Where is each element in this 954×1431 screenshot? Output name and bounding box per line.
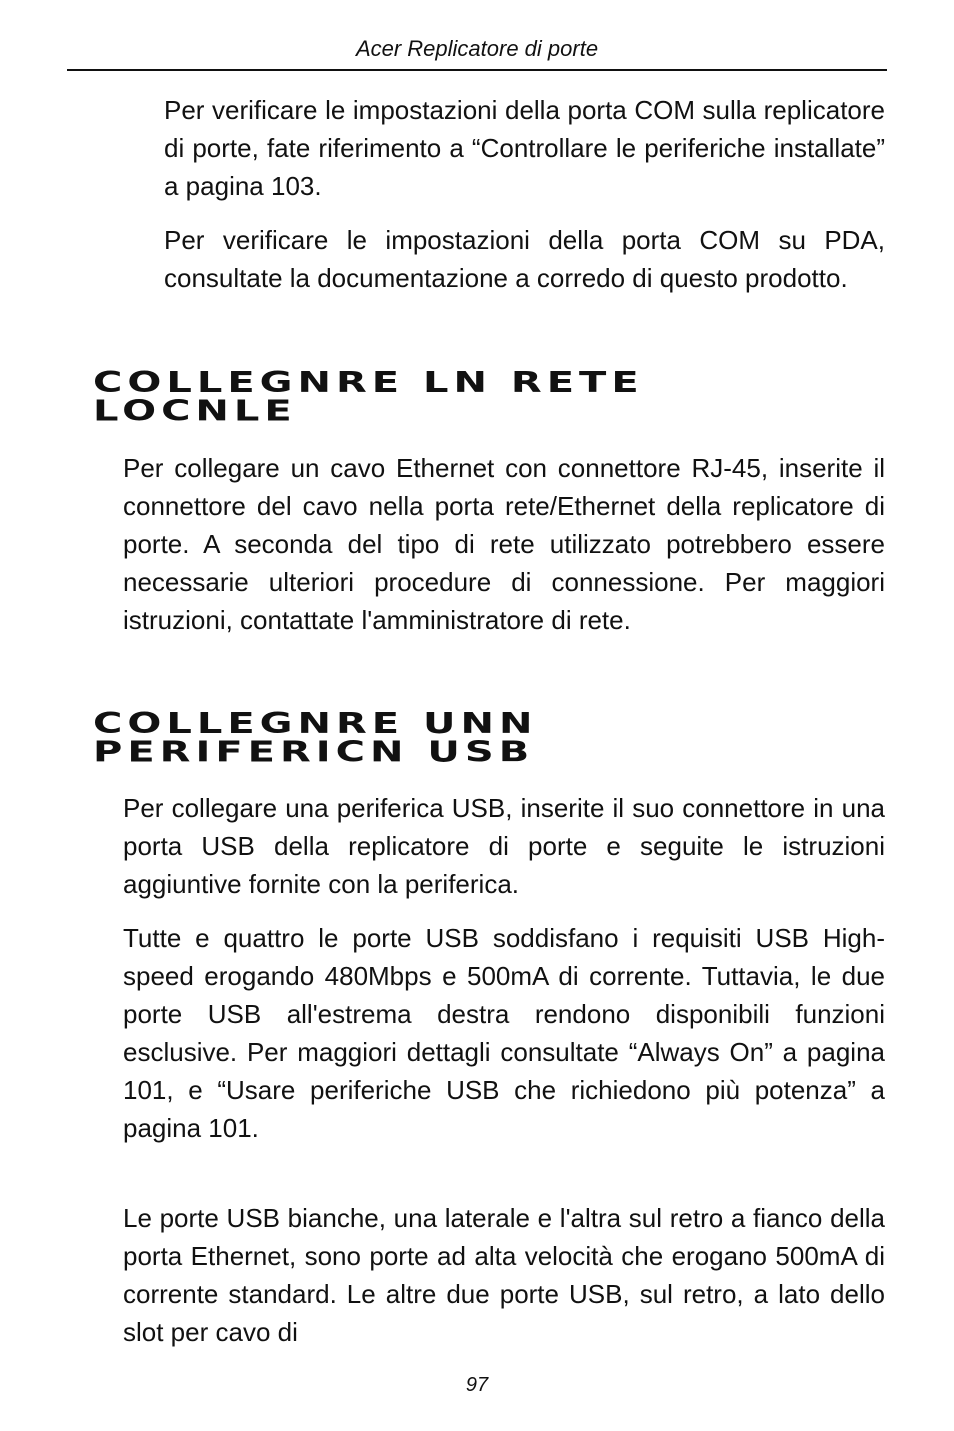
usb-paragraph-connect: Per collegare una periferica USB, inserite il suo connettore in una porta USB della replicatore di porte e seguite le istruzioni aggiuntive fornite con la periferica. xyxy=(123,793,885,899)
section-title-usb: COLLEGNRE UNN PERIFERICN USB xyxy=(93,706,538,769)
lan-paragraph: Per collegare un cavo Ethernet con connettore RJ-45, inserite il connettore del cavo nella porta rete/Ethernet della replicatore di porte. A seconda del tipo di rete utilizzato potrebbero essere necessarie ulteriori procedure di connessione. Per maggiori istruzioni, contattate l'amministratore di rete. xyxy=(123,453,885,635)
header-rule xyxy=(67,69,887,71)
intro-paragraph-com-replicator: Per verificare le impostazioni della porta COM sulla replicatore di porte, fate riferimento a “Controllare le periferiche installate” a pagina 103. xyxy=(164,95,885,201)
page-number: 97 xyxy=(465,1374,489,1396)
usb-paragraph-white-ports: Le porte USB bianche, una laterale e l'altra sul retro a fianco della porta Ethernet, sono porte ad alta velocità che erogano 500mA di corrente standard. Le altre due porte USB, sul retro, a lato dello slot per cavo di xyxy=(123,1203,885,1347)
usb-paragraph-ports: Tutte e quattro le porte USB soddisfano i requisiti USB High-speed erogando 480Mbps e 500mA di corrente. Tuttavia, le due porte USB all'estrema destra rendono disponibili funzioni esclusive. Per maggiori dettagli consultate “Always On” a pagina 101, e “Usare periferiche USB che richiedono più potenza” a pagina 101. xyxy=(123,923,885,1143)
intro-paragraph-com-pda: Per verificare le impostazioni della porta COM su PDA, consultate la documentazione a corredo di questo prodotto. xyxy=(164,225,885,293)
running-header: Acer Replicatore di porte xyxy=(355,36,599,61)
section-title-lan: COLLEGNRE LN RETE LOCNLE xyxy=(93,365,644,428)
